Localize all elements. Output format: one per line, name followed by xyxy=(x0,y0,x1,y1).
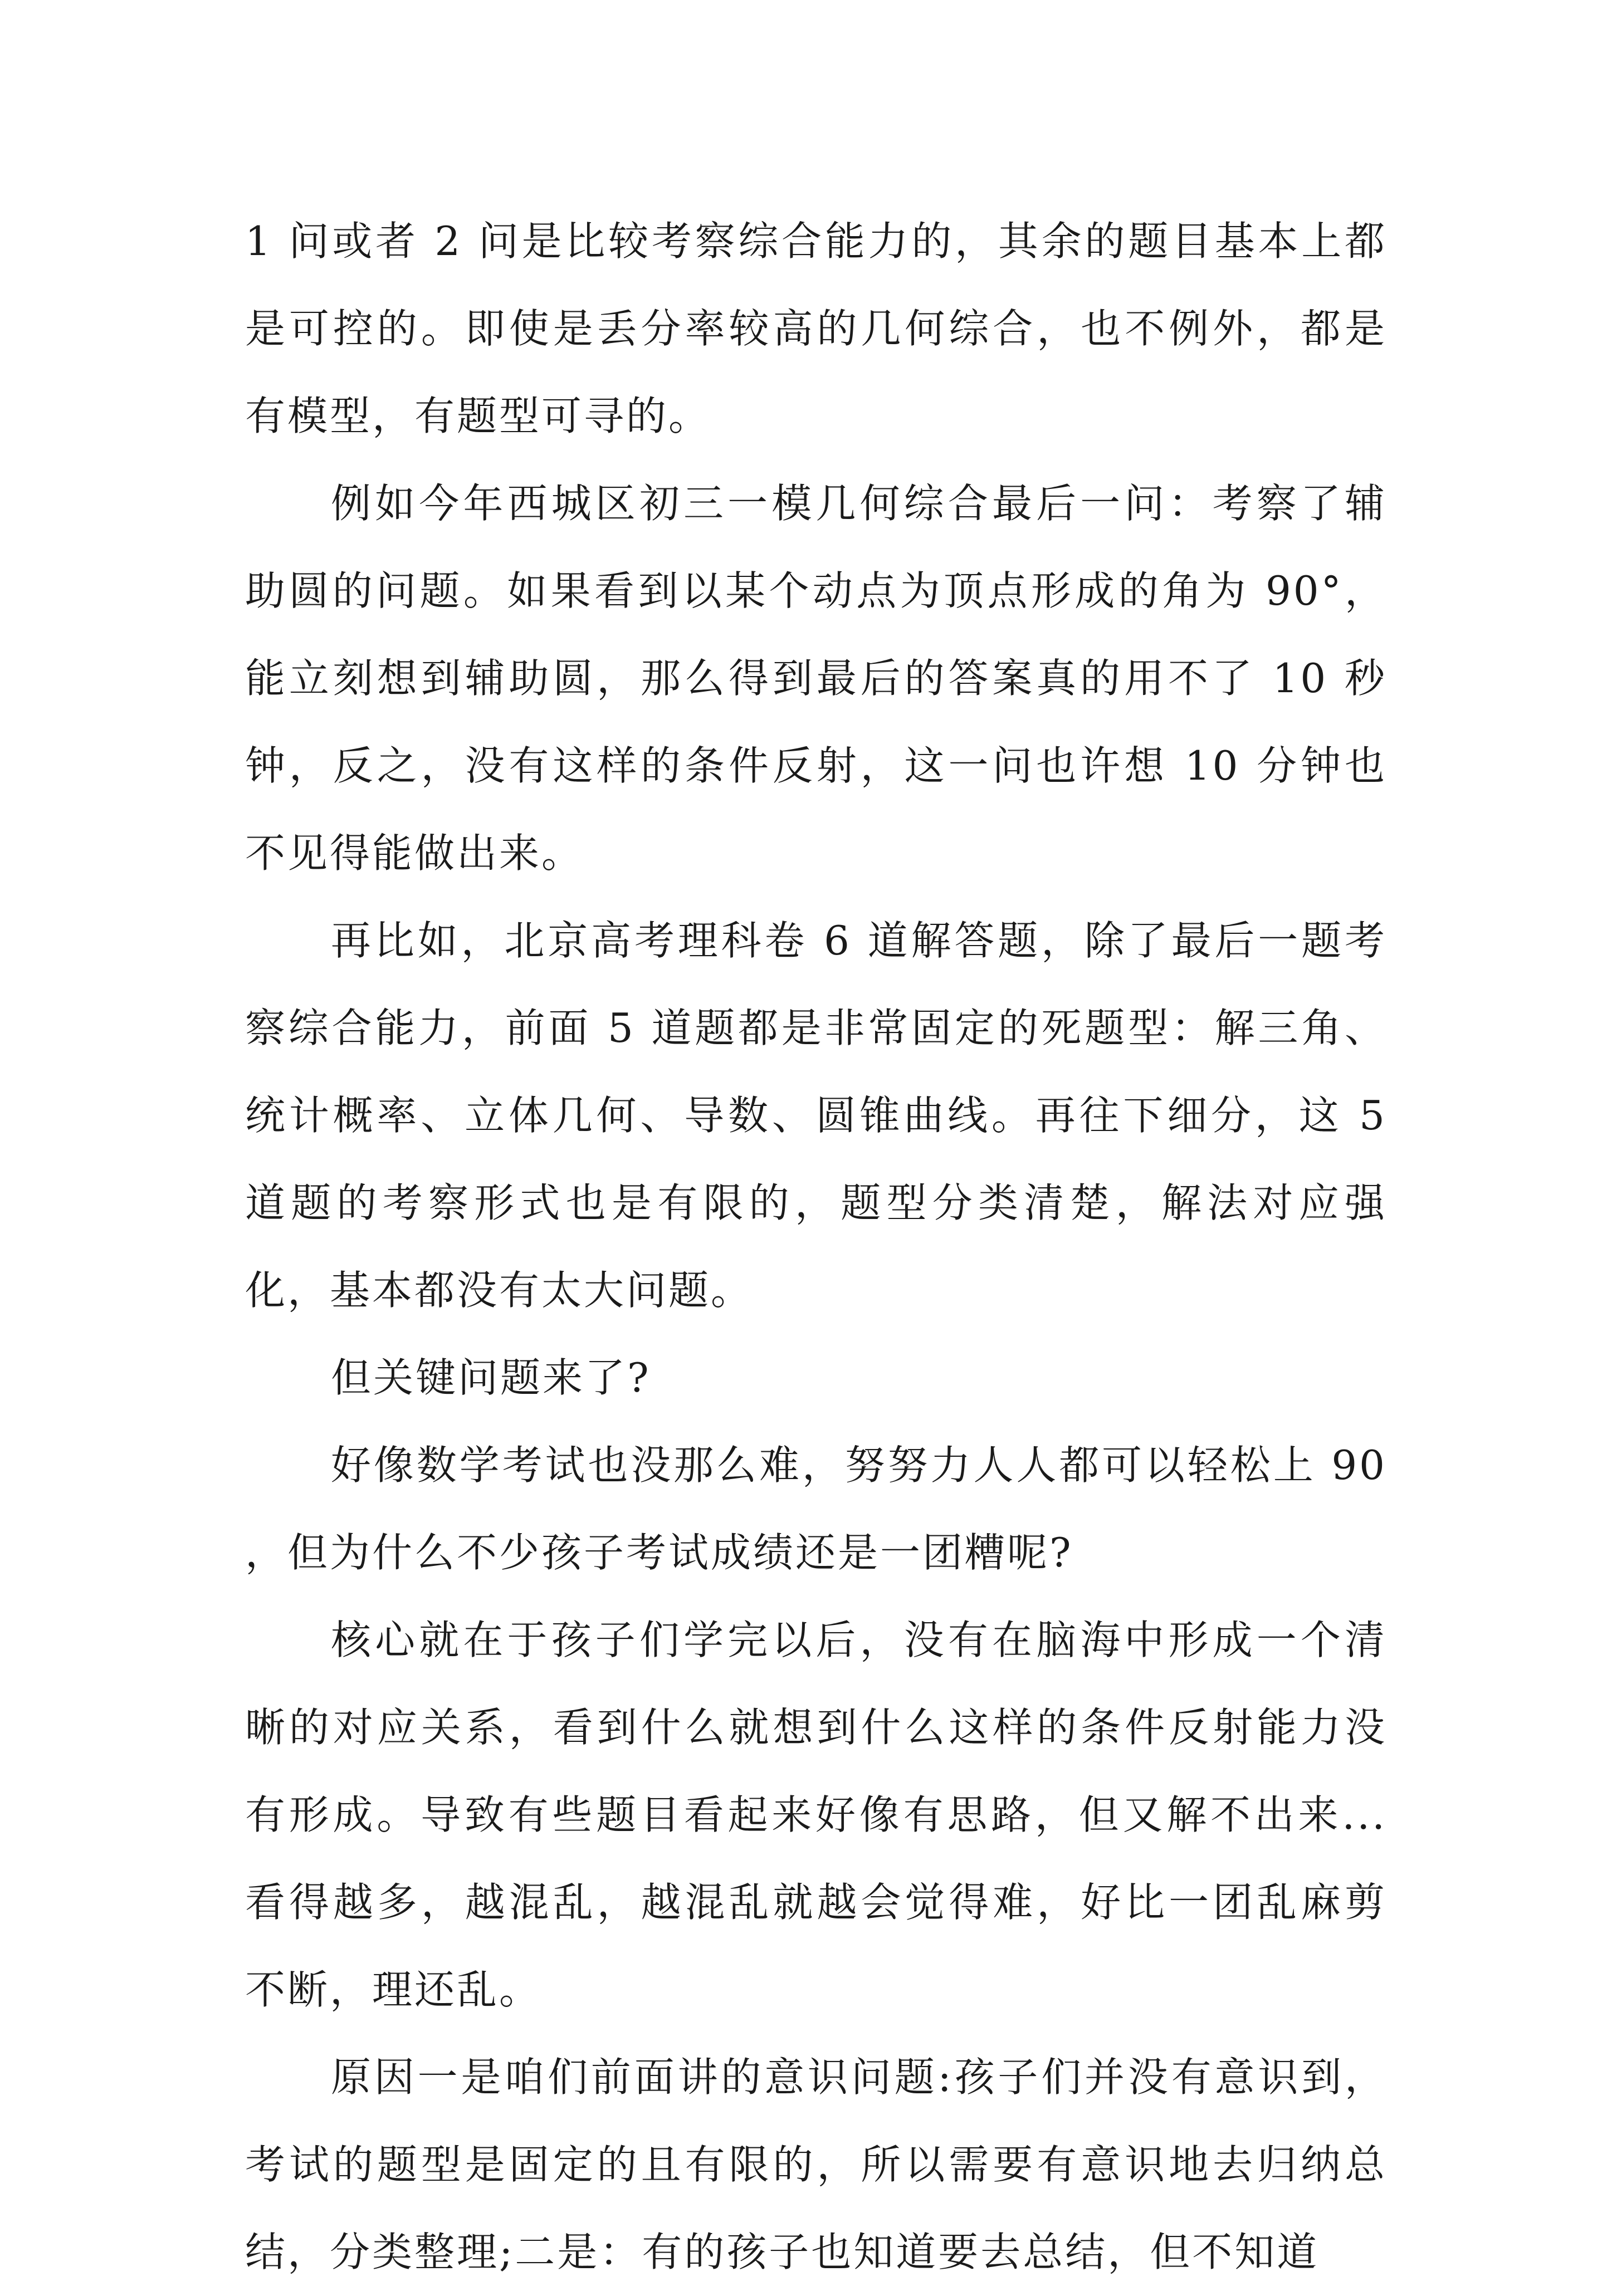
document-body xyxy=(245,198,1387,2296)
paragraph-xicheng-example: 例如今年西城区初三一模几何综合最后一问：考察了辅助圆的问题。如果看到以某个动点为顶点形成的角为 90°，能立刻想到辅助圆，那么得到最后的答案真的用不了 10 秒钟，反之，没有这样的条件反射，这一问也许想 10 分钟也不见得能做出来。 xyxy=(245,480,1387,877)
paragraph-continuation: 1 问或者 2 问是比较考察综合能力的，其余的题目基本上都是可控的。即使是丢分率较高的几何综合，也不例外，都是有模型，有题型可寻的。 xyxy=(245,218,1387,439)
paragraph-reason-one: 原因一是咱们前面讲的意识问题:孩子们并没有意识到，考试的题型是固定的且有限的，所以需要有意识地去归纳总结，分类整理;二是：有的孩子也知道要去总结，但不知道 xyxy=(245,2054,1387,2275)
paragraph-core-reason: 核心就在于孩子们学完以后，没有在脑海中形成一个清晰的对应关系，看到什么就想到什么这样的条件反射能力没有形成。导致有些题目看起来好像有思路，但又解不出来...看得越多，越混乱，越混乱就越会觉得难，好比一团乱麻剪不断，理还乱。 xyxy=(245,1617,1387,2013)
paragraph-beijing-gaokao-example: 再比如，北京高考理科卷 6 道解答题，除了最后一题考察综合能力，前面 5 道题都是非常固定的死题型：解三角、统计概率、立体几何、导数、圆锥曲线。再往下细分，这 5 道题的考察形式也是有限的，题型分类清楚，解法对应强化，基本都没有太大问题。 xyxy=(245,917,1387,1314)
paragraph-key-question: 但关键问题来了? xyxy=(331,1354,651,1401)
paragraph-why-scores: 好像数学考试也没那么难，努努力人人都可以轻松上 90 ，但为什么不少孩子考试成绩还是一团糟呢? xyxy=(245,1442,1387,1576)
